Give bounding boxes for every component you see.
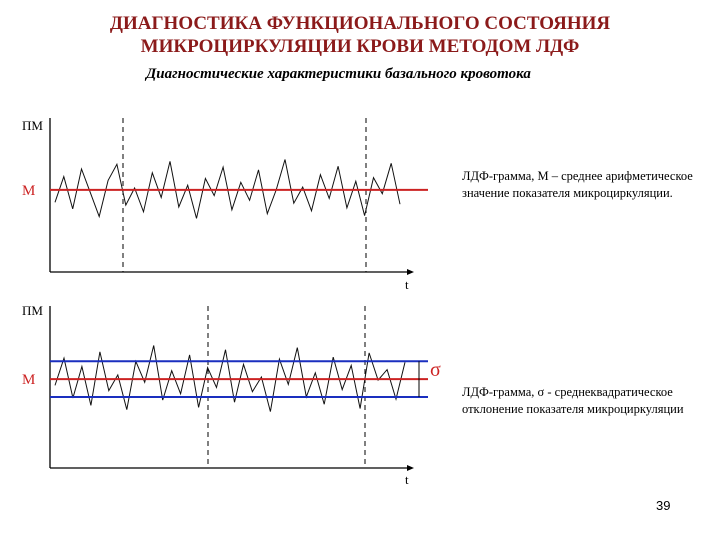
sigma-label: σ [430,359,441,382]
x-axis-label: t [405,472,409,487]
mean-label: M [22,372,36,389]
caption-sigma [462,384,717,418]
page-number: 39 [656,498,671,513]
title-line-1: ДИАГНОСТИКА ФУНКЦИОНАЛЬНОГО СОСТОЯНИЯ [109,13,611,34]
slide-subtitle: Диагностические характеристики базального кровотока [146,66,531,82]
mean-label: M [22,182,36,199]
caption-sigma-line-1: ЛДФ-грамма, σ - среднеквадратическое [462,385,673,399]
ldf-chart-sigma [22,303,441,487]
ldf-chart-mean [22,118,428,292]
y-axis-label: ПМ [22,303,43,318]
x-axis-arrow-1 [407,269,414,275]
caption-sigma-line-2: отклонение показателя микроциркуляции [462,402,684,416]
y-axis-label: ПМ [22,118,43,133]
x-axis-label: t [405,277,409,292]
x-axis-arrow-2 [407,465,414,471]
caption-mean: ЛДФ-грамма, М – среднее арифметическое значение показателя микроциркуляции. [462,169,693,200]
title-line-2: МИКРОЦИРКУЛЯЦИИ КРОВИ МЕТОДОМ ЛДФ [140,36,580,57]
